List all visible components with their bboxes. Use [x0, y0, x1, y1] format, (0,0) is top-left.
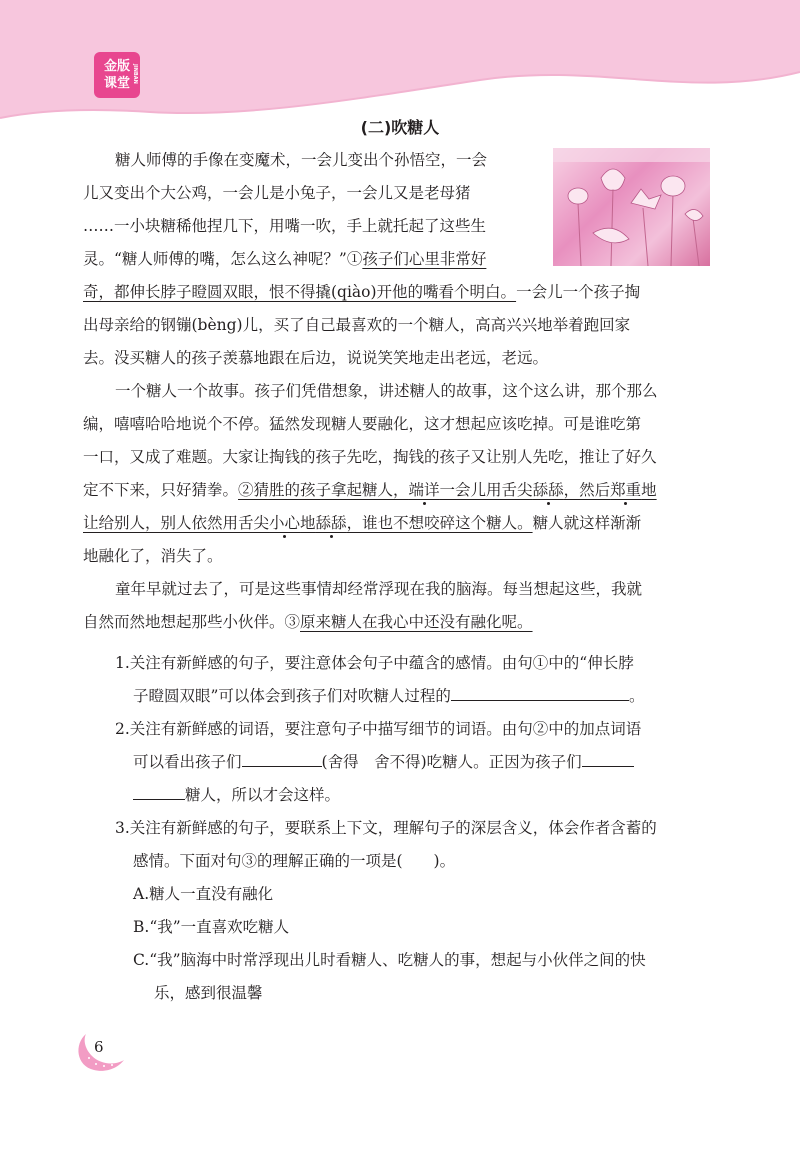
dotted-word-tiantian-1: 舔舔 [532, 481, 564, 499]
q2-line-3 [133, 785, 340, 805]
p1-line-4 [83, 249, 486, 269]
sentence-2-underlined-end [83, 514, 533, 532]
s2-part-a: ②猜胜的孩子拿起糖人， [238, 481, 409, 499]
p1-line-2: 儿又变出个大公鸡，一会儿是小兔子，一会儿又是老母猪 [83, 184, 471, 202]
p2-line-5 [83, 513, 641, 533]
q2-line-1: 2.关注有新鲜感的词语，要注意句子中描写细节的词语。由句②中的加点词语 [115, 720, 642, 738]
s2-part-c: ，然后 [563, 481, 611, 499]
q3-option-b[interactable]: B.“我”一直喜欢吃糖人 [133, 918, 290, 936]
q1-line-2 [133, 686, 644, 706]
q3-option-c-line-2[interactable]: 乐，感到很温馨 [154, 984, 263, 1002]
p1-line-4-text: 灵。“糖人师傅的嘴，怎么这么神呢？”① [83, 250, 363, 268]
q1-line-1: 1.关注有新鲜感的句子，要注意体会句子中蕴含的感情。由句①中的“伸长脖 [115, 654, 634, 672]
p1-line-5-text: 一会儿一个孩子掏 [516, 283, 641, 301]
q3-option-a[interactable]: A.糖人一直没有融化 [133, 885, 274, 903]
q2-line-2-text-a: 可以看出孩子们 [133, 753, 242, 771]
s2-part-e: 让给别人，别人依然用舌尖 [83, 514, 270, 532]
p2-line-3: 一口，又成了难题。大家让掏钱的孩子先吃，掏钱的孩子又让别人先吃，推让了好久 [83, 448, 657, 466]
dotted-word-duanxiang: 端详 [408, 481, 440, 499]
p1-line-7: 去。没买糖人的孩子羡慕地跟在后边，说说笑笑地走出老远，老远。 [83, 349, 549, 367]
s2-part-b: 一会儿用舌尖 [439, 481, 533, 499]
p1-line-5 [83, 282, 640, 302]
dotted-word-tiantian-2: 舔舔 [315, 514, 347, 532]
s2-part-d: 地 [641, 481, 657, 499]
q1-line-2-end: 。 [628, 687, 645, 705]
p3-line-1: 童年早就过去了，可是这些事情却经常浮现在我的脑海。每当想起这些，我就 [115, 580, 643, 598]
brand-logo [94, 52, 140, 98]
p2-line-5-text: 糖人就这样渐渐 [532, 514, 642, 532]
p3-line-2 [83, 612, 533, 632]
sentence-3-underlined: 原来糖人在我心中还没有融化呢。 [300, 613, 533, 631]
logo-small-text: JINBAN [132, 64, 138, 84]
page-number-badge [72, 1030, 130, 1074]
q3-line-2: 感情。下面对句③的理解正确的一项是( )。 [133, 852, 456, 870]
logo-line-1: 金版 [103, 59, 130, 74]
p1-line-6: 出母亲给的钢镚(bèng)儿，买了自己最喜欢的一个糖人，高高兴兴地举着跑回家 [83, 316, 631, 334]
s2-part-f: 地 [300, 514, 316, 532]
sentence-1-underlined-end: 奇，都伸长脖子瞪圆双眼，恨不得撬(qiào)开他的嘴看个明白。 [83, 283, 517, 301]
q2-answer-blank-2b[interactable] [133, 785, 185, 800]
q1-answer-blank[interactable] [451, 686, 629, 701]
q3-option-c-line-1[interactable]: C.“我”脑海中时常浮现出儿时看糖人、吃糖人的事，想起与小伙伴之间的快 [133, 951, 646, 969]
q3-line-1: 3.关注有新鲜感的句子，要联系上下文，理解句子的深层含义，体会作者含蓄的 [115, 819, 657, 837]
q2-answer-blank-1[interactable] [242, 752, 322, 767]
q1-line-2-text: 子瞪圆双眼”可以体会到孩子们对吹糖人过程的 [133, 687, 451, 705]
sentence-2-underlined-start [238, 481, 657, 499]
p2-line-2: 编，嘻嘻哈哈地说个不停。猛然发现糖人要融化，这才想起应该吃掉。可是谁吃第 [83, 415, 642, 433]
p2-line-1: 一个糖人一个故事。孩子们凭借想象，讲述糖人的故事，这个这么讲，那个那么 [115, 382, 658, 400]
logo-line-2: 课堂 [103, 76, 130, 91]
q2-line-2 [133, 752, 634, 772]
dotted-word-xiaoxin: 小心 [269, 514, 301, 532]
p2-line-6: 地融化了，消失了。 [83, 547, 223, 565]
s2-part-g: ，谁也不想咬碎这个糖人。 [346, 514, 533, 532]
p3-line-2-text: 自然而然地想起那些小伙伴。③ [83, 613, 301, 631]
page-number: 6 [94, 1038, 104, 1056]
p2-line-4 [83, 480, 657, 500]
passage-title: (二)吹糖人 [360, 118, 440, 137]
p2-line-4-text: 定不下来，只好猜拳。 [83, 481, 239, 499]
dotted-word-zhengzhong: 郑重 [610, 481, 642, 499]
q2-answer-blank-2a[interactable] [582, 752, 634, 767]
q2-line-3-text: 糖人，所以才会这样。 [185, 786, 341, 804]
sentence-1-underlined-start: 孩子们心里非常好 [362, 250, 487, 268]
p1-line-1: 糖人师傅的手像在变魔术，一会儿变出个孙悟空，一会 [115, 151, 488, 169]
q2-line-2-text-b: (舍得 舍不得)吃糖人。正因为孩子们 [321, 753, 582, 771]
p1-line-3: ……一小块糖稀他捏几下，用嘴一吹，手上就托起了这些生 [83, 217, 487, 235]
sugar-figurine-photo [553, 148, 710, 266]
